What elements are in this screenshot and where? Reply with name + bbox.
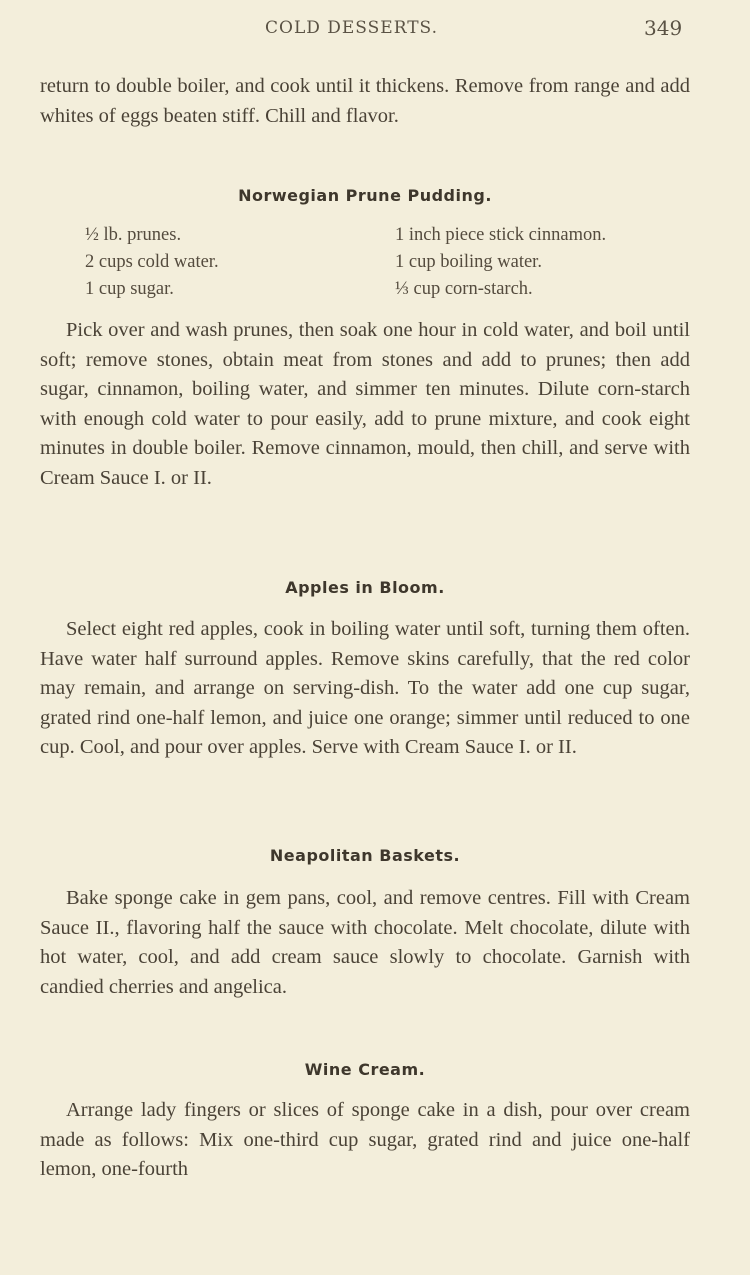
- recipe-title-neapolitan-baskets: Neapolitan Baskets.: [269, 846, 461, 865]
- ingredient-item: 2 cups cold water.: [85, 252, 219, 272]
- recipe-title-wine-cream: Wine Cream.: [304, 1060, 426, 1079]
- running-head: [0, 18, 750, 48]
- recipe-text-norwegian-prune-pudding: Pick over and wash prunes, then soak one hour in cold water, and boil until soft; remove stones, obtain meat from stones and add to prunes; then add sugar, cinnamon, boiling water, and simmer ten minutes. Dilute corn-starch with enough cold water to pour easily, add to prune mixture, and cook eight minutes in double boiler. Remove cinnamon, mould, then chill, and serve with Cream Sauce I. or II.: [40, 319, 690, 489]
- recipe-title-apples-in-bloom: Apples in Bloom.: [285, 578, 445, 597]
- recipe-text-wine-cream: Arrange lady fingers or slices of sponge cake in a dish, pour over cream made as follows: Mix one-third cup sugar, grated rind and juice one-half lemon, one-fourth: [40, 1099, 690, 1180]
- ingredient-item: 1 inch piece stick cinnamon.: [395, 225, 607, 245]
- page-number: 349: [644, 16, 683, 40]
- ingredient-item: 1 cup sugar.: [85, 279, 174, 299]
- recipe-text-neapolitan-baskets: Bake sponge cake in gem pans, cool, and remove centres. Fill with Cream Sauce II., flavoring half the sauce with chocolate. Melt chocolate, dilute with hot water, cool, and add cream sauce slowly to chocolate. Garnish with candied cherries and angelica.: [40, 887, 690, 998]
- recipe-text-apples-in-bloom: Select eight red apples, cook in boiling water until soft, turning them often. Have water half surround apples. Remove skins carefully, that the red color may remain, and arrange on serving-dish. To the water add one cup sugar, grated rind one-half lemon, and juice one orange; simmer until reduced to one cup. Cool, and pour over apples. Serve with Cream Sauce I. or II.: [40, 618, 690, 758]
- ingredient-item: ½ lb. prunes.: [85, 225, 182, 245]
- ingredient-item: ⅓ cup corn-starch.: [395, 279, 533, 299]
- ingredients-list: [85, 222, 735, 303]
- running-title: COLD DESSERTS.: [265, 18, 438, 38]
- recipe-title-norwegian-prune-pudding: Norwegian Prune Pudding.: [238, 186, 492, 205]
- ingredient-item: 1 cup boiling water.: [395, 252, 542, 272]
- continued-paragraph: return to double boiler, and cook until it thickens. Remove from range and add whites of eggs beaten stiff. Chill and flavor.: [40, 75, 690, 127]
